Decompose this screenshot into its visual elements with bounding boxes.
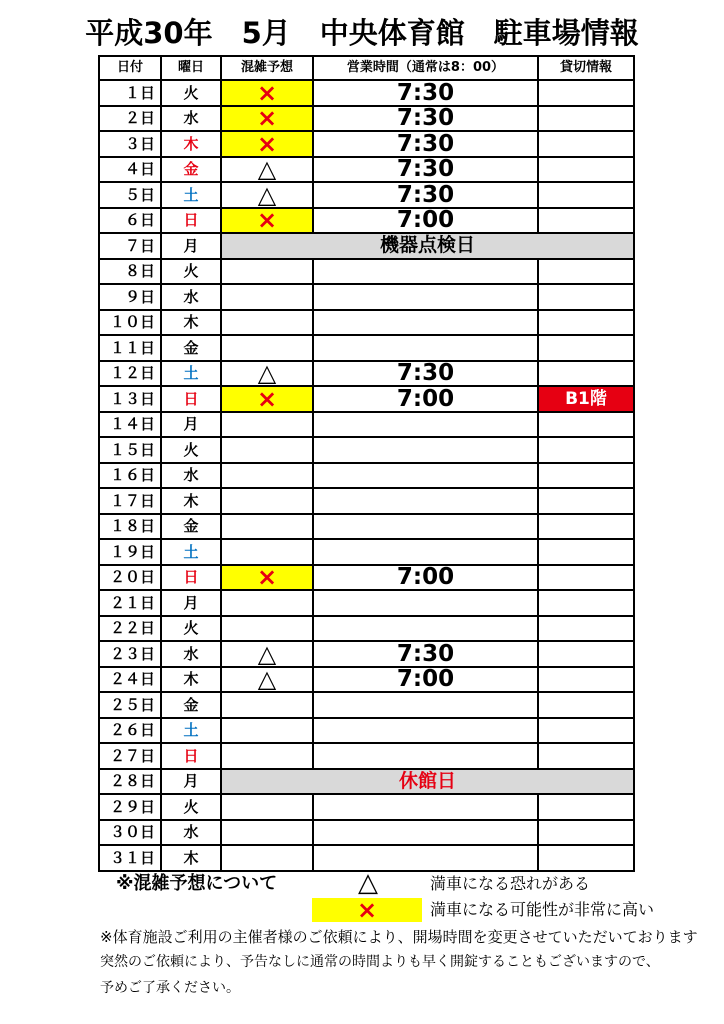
triangle-icon: △	[257, 182, 277, 208]
hours-cell	[313, 845, 538, 871]
forecast-cell	[221, 463, 313, 489]
hours-cell	[313, 820, 538, 846]
rental-cell	[538, 718, 634, 744]
rental-cell	[538, 131, 634, 157]
hours-cell	[313, 335, 538, 361]
hours-cell: 7:30	[313, 80, 538, 106]
table-body	[99, 80, 634, 871]
weekday-cell: 木	[161, 845, 221, 871]
date-cell: ２２日	[99, 616, 161, 642]
rental-cell	[538, 616, 634, 642]
forecast-cell	[221, 514, 313, 540]
weekday-cell: 月	[161, 412, 221, 438]
hours-cell	[313, 437, 538, 463]
triangle-icon: △	[257, 641, 277, 667]
table-row	[99, 106, 634, 132]
rental-cell	[538, 310, 634, 336]
date-cell: １６日	[99, 463, 161, 489]
table-row	[99, 361, 634, 387]
rental-cell	[538, 590, 634, 616]
forecast-cell	[221, 361, 313, 387]
forecast-cell	[221, 208, 313, 234]
table-row	[99, 233, 634, 259]
weekday-cell: 日	[161, 565, 221, 591]
table-row	[99, 539, 634, 565]
table-row	[99, 259, 634, 285]
forecast-cell	[221, 488, 313, 514]
table-row	[99, 437, 634, 463]
date-cell: ２１日	[99, 590, 161, 616]
hours-cell: 7:00	[313, 667, 538, 693]
hours-cell	[313, 412, 538, 438]
weekday-cell: 木	[161, 310, 221, 336]
weekday-cell: 水	[161, 284, 221, 310]
table-header	[99, 56, 634, 80]
hours-cell: 7:00	[313, 386, 538, 412]
weekday-cell: 火	[161, 616, 221, 642]
rental-cell	[538, 437, 634, 463]
table-row	[99, 157, 634, 183]
weekday-cell: 水	[161, 463, 221, 489]
weekday-cell: 土	[161, 539, 221, 565]
hours-cell: 7:00	[313, 208, 538, 234]
cross-icon: ×	[256, 80, 278, 106]
table-row	[99, 310, 634, 336]
rental-cell	[538, 845, 634, 871]
weekday-cell: 木	[161, 667, 221, 693]
table-row	[99, 692, 634, 718]
closure-cell: 休館日	[221, 769, 634, 795]
triangle-icon: △	[257, 156, 277, 182]
table-row	[99, 208, 634, 234]
hours-cell	[313, 616, 538, 642]
hours-cell: 7:00	[313, 565, 538, 591]
parking-table	[98, 55, 635, 872]
triangle-icon: △	[257, 666, 277, 692]
forecast-cell	[221, 80, 313, 106]
weekday-cell: 木	[161, 488, 221, 514]
weekday-cell: 金	[161, 514, 221, 540]
forecast-cell	[221, 131, 313, 157]
table-row	[99, 182, 634, 208]
date-cell: ４日	[99, 157, 161, 183]
rental-cell	[538, 539, 634, 565]
table-row	[99, 386, 634, 412]
weekday-cell: 火	[161, 259, 221, 285]
weekday-cell: 月	[161, 769, 221, 795]
date-cell: ９日	[99, 284, 161, 310]
header-forecast: 混雑予想	[221, 56, 313, 80]
table-row	[99, 412, 634, 438]
forecast-cell	[221, 718, 313, 744]
forecast-cell	[221, 335, 313, 361]
hours-cell	[313, 463, 538, 489]
header-hours: 営業時間（通常は8：00）	[313, 56, 538, 80]
forecast-cell	[221, 820, 313, 846]
rental-cell	[538, 692, 634, 718]
forecast-cell	[221, 157, 313, 183]
date-cell: ２日	[99, 106, 161, 132]
forecast-cell	[221, 539, 313, 565]
table-row	[99, 590, 634, 616]
rental-cell	[538, 361, 634, 387]
header-rental: 貸切情報	[538, 56, 634, 80]
cross-icon: ×	[256, 386, 278, 412]
note-line: ※体育施設ご利用の主催者様のご依頼により、開場時間を変更させていただいております	[100, 928, 698, 946]
forecast-cell	[221, 310, 313, 336]
hours-cell	[313, 692, 538, 718]
legend-heading: ※混雑予想について	[116, 873, 278, 894]
hours-cell: 7:30	[313, 131, 538, 157]
note-line: 突然のご依頼により、予告なしに通常の時間よりも早く開錠することもございますので、	[100, 954, 660, 970]
date-cell: １日	[99, 80, 161, 106]
date-cell: ３１日	[99, 845, 161, 871]
weekday-cell: 日	[161, 208, 221, 234]
date-cell: ２８日	[99, 769, 161, 795]
hours-cell: 7:30	[313, 106, 538, 132]
forecast-cell	[221, 259, 313, 285]
date-cell: ２５日	[99, 692, 161, 718]
date-cell: ６日	[99, 208, 161, 234]
table-row	[99, 131, 634, 157]
forecast-cell	[221, 590, 313, 616]
hours-cell	[313, 539, 538, 565]
hours-cell	[313, 794, 538, 820]
rental-cell	[538, 208, 634, 234]
rental-cell	[538, 641, 634, 667]
cross-icon: ×	[256, 105, 278, 131]
date-cell: １３日	[99, 386, 161, 412]
page-title: 平成30年 5月 中央体育館 駐車場情報	[85, 16, 639, 50]
header-weekday: 曜日	[161, 56, 221, 80]
weekday-cell: 土	[161, 361, 221, 387]
forecast-cell	[221, 284, 313, 310]
date-cell: ２３日	[99, 641, 161, 667]
date-cell: １５日	[99, 437, 161, 463]
cross-icon: ×	[312, 898, 422, 922]
weekday-cell: 日	[161, 743, 221, 769]
date-cell: ２０日	[99, 565, 161, 591]
table-row	[99, 820, 634, 846]
weekday-cell: 土	[161, 182, 221, 208]
date-cell: １９日	[99, 539, 161, 565]
date-cell: ３０日	[99, 820, 161, 846]
date-cell: １４日	[99, 412, 161, 438]
hours-cell: 7:30	[313, 361, 538, 387]
header-row	[99, 56, 634, 80]
triangle-icon: △	[358, 868, 378, 898]
rental-cell	[538, 488, 634, 514]
date-cell: １８日	[99, 514, 161, 540]
weekday-cell: 月	[161, 590, 221, 616]
rental-cell	[538, 284, 634, 310]
hours-cell	[313, 718, 538, 744]
rental-cell	[538, 157, 634, 183]
cross-icon: ×	[256, 564, 278, 590]
table-row	[99, 845, 634, 871]
date-cell: １１日	[99, 335, 161, 361]
date-cell: １７日	[99, 488, 161, 514]
weekday-cell: 土	[161, 718, 221, 744]
hours-cell: 7:30	[313, 641, 538, 667]
forecast-cell	[221, 106, 313, 132]
hours-cell	[313, 259, 538, 285]
date-cell: ２７日	[99, 743, 161, 769]
table-row	[99, 641, 634, 667]
date-cell: ２４日	[99, 667, 161, 693]
weekday-cell: 金	[161, 335, 221, 361]
rental-cell	[538, 182, 634, 208]
date-cell: ２６日	[99, 718, 161, 744]
rental-cell	[538, 743, 634, 769]
legend-text-possible-full: 満車になる恐れがある	[430, 874, 591, 893]
weekday-cell: 火	[161, 80, 221, 106]
table-row	[99, 794, 634, 820]
cross-icon: ×	[256, 207, 278, 233]
date-cell: ８日	[99, 259, 161, 285]
forecast-cell	[221, 845, 313, 871]
hours-cell	[313, 590, 538, 616]
hours-cell: 7:30	[313, 182, 538, 208]
hours-cell	[313, 284, 538, 310]
rental-cell	[538, 820, 634, 846]
date-cell: １２日	[99, 361, 161, 387]
forecast-cell	[221, 743, 313, 769]
forecast-cell	[221, 794, 313, 820]
weekday-cell: 水	[161, 106, 221, 132]
forecast-cell	[221, 412, 313, 438]
header-date: 日付	[99, 56, 161, 80]
hours-cell: 7:30	[313, 157, 538, 183]
forecast-cell	[221, 182, 313, 208]
hours-cell	[313, 514, 538, 540]
note-line: 予めご了承ください。	[100, 980, 240, 996]
weekday-cell: 日	[161, 386, 221, 412]
rental-cell: B1階	[538, 386, 634, 412]
table-row	[99, 463, 634, 489]
table-row	[99, 769, 634, 795]
table-row	[99, 565, 634, 591]
table-row	[99, 335, 634, 361]
weekday-cell: 金	[161, 157, 221, 183]
table-row	[99, 718, 634, 744]
date-cell: ５日	[99, 182, 161, 208]
weekday-cell: 月	[161, 233, 221, 259]
forecast-cell	[221, 616, 313, 642]
date-cell: ３日	[99, 131, 161, 157]
forecast-cell	[221, 565, 313, 591]
weekday-cell: 金	[161, 692, 221, 718]
table-row	[99, 80, 634, 106]
weekday-cell: 木	[161, 131, 221, 157]
date-cell: １０日	[99, 310, 161, 336]
hours-cell	[313, 310, 538, 336]
table-row	[99, 284, 634, 310]
date-cell: ２９日	[99, 794, 161, 820]
rental-cell	[538, 794, 634, 820]
closure-cell: 機器点検日	[221, 233, 634, 259]
rental-cell	[538, 463, 634, 489]
hours-cell	[313, 743, 538, 769]
forecast-cell	[221, 437, 313, 463]
table-row	[99, 667, 634, 693]
date-cell: ７日	[99, 233, 161, 259]
rental-cell	[538, 335, 634, 361]
rental-cell	[538, 412, 634, 438]
forecast-cell	[221, 641, 313, 667]
table-row	[99, 743, 634, 769]
weekday-cell: 火	[161, 437, 221, 463]
cross-icon: ×	[256, 131, 278, 157]
hours-cell	[313, 488, 538, 514]
table-row	[99, 616, 634, 642]
table-row	[99, 488, 634, 514]
rental-cell	[538, 106, 634, 132]
rental-cell	[538, 565, 634, 591]
weekday-cell: 水	[161, 820, 221, 846]
weekday-cell: 水	[161, 641, 221, 667]
weekday-cell: 火	[161, 794, 221, 820]
rental-cell	[538, 514, 634, 540]
forecast-cell	[221, 386, 313, 412]
table-row	[99, 514, 634, 540]
rental-cell	[538, 80, 634, 106]
legend-text-likely-full: 満車になる可能性が非常に高い	[430, 900, 655, 919]
rental-cell	[538, 667, 634, 693]
forecast-cell	[221, 692, 313, 718]
rental-cell	[538, 259, 634, 285]
triangle-icon: △	[257, 360, 277, 386]
forecast-cell	[221, 667, 313, 693]
